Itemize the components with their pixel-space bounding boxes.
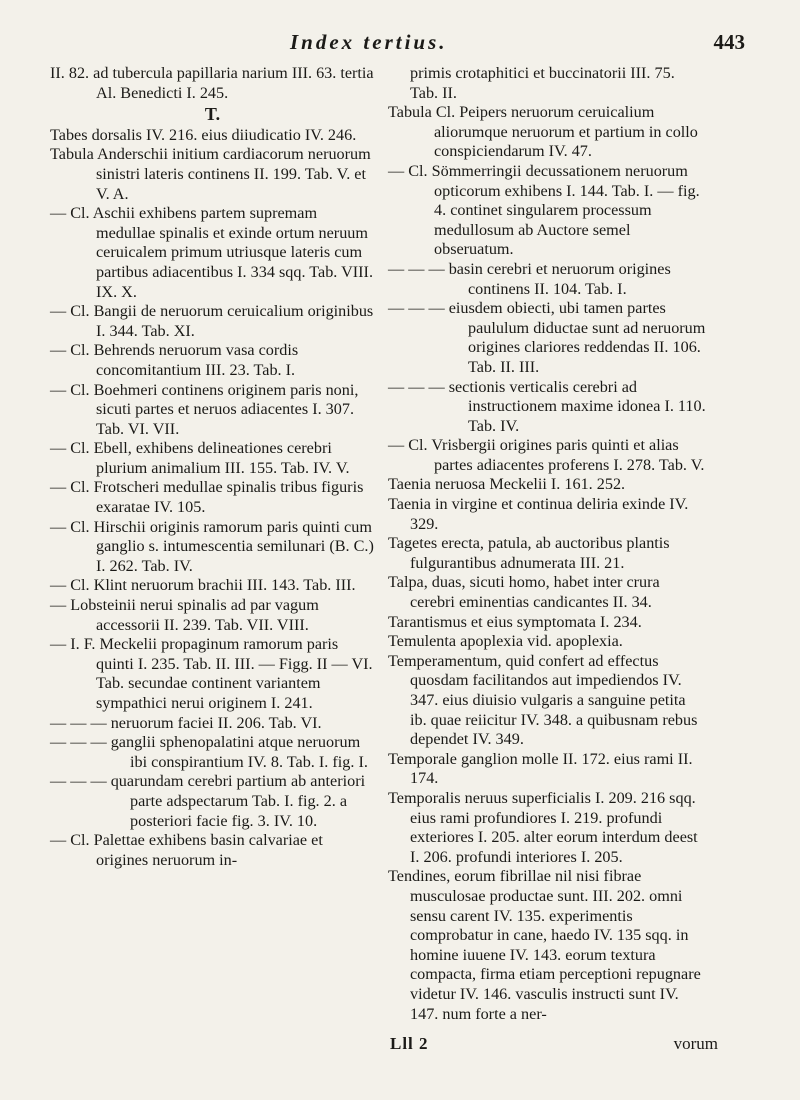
running-head [0, 28, 800, 58]
index-entry: Tabula Cl. Peipers neruorum ceruicalium aliorumque neruorum et partium in collo conspiciendarum IV. 47. [388, 103, 698, 161]
page-title: Index tertius. [290, 30, 448, 54]
section-letter: T. [204, 104, 221, 125]
index-entry: Tarantismus et eius symptomata I. 234. [388, 612, 642, 631]
index-entry: primis crotaphitici et buccinatorii III. 75. Tab. II. [410, 64, 675, 102]
index-entry: — Cl. Aschii exhibens partem supremam medullae spinalis et exinde ortum neruum ceruicalem primum utriusque lateris cum partibus adiacentibus I. 334 sqq. Tab. VIII. IX. X. [50, 204, 373, 301]
index-entry: — — — quarundam cerebri partium ab anteriori parte adspectarum Tab. I. fig. 2. a posteriori facie fig. 3. IV. 10. [50, 772, 366, 830]
index-entry: Tabula Anderschii initium cardiacorum neruorum sinistri lateris continens II. 199. Tab. V. et V. A. [50, 145, 371, 203]
index-entry: Taenia neruosa Meckelii I. 161. 252. [388, 475, 626, 494]
index-entry: Temulenta apoplexia vid. apoplexia. [388, 632, 623, 651]
index-entry: — — — sectionis verticalis cerebri ad instructionem maxime idonea I. 110. Tab. IV. [388, 377, 706, 435]
index-entry: — — — neruorum faciei II. 206. Tab. VI. [50, 713, 322, 732]
catchword: vorum [673, 1034, 718, 1053]
index-entry: — Cl. Sömmerringii decussationem neruorum opticorum exhibens I. 144. Tab. I. — fig. 4. continet singularem processum medullosum ab Auctore semel obseruatum. [388, 161, 700, 259]
index-entry: Tagetes erecta, patula, ab auctoribus plantis fulgurantibus adnumerata III. 21. [388, 534, 670, 572]
index-entry: — Cl. Boehmeri continens originem paris noni, sicuti partes et neruos adiacentes I. 307. Tab. VI. VII. [50, 380, 359, 438]
index-entry: — Cl. Ebell, exhibens delineationes cerebri plurium animalium III. 155. Tab. IV. V. [50, 439, 350, 477]
index-entry: — Cl. Hirschii originis ramorum paris quinti cum ganglio s. intumescentia semilunari (B. C.) I. 262. Tab. IV. [50, 517, 374, 575]
index-entry: II. 82. ad tubercula papillaria narium III. 63. tertia Al. Benedicti I. 245. [50, 64, 374, 102]
index-entry: Temperamentum, quid confert ad effectus quosdam facilitandos aut impediendos IV. 347. eius diuisio vulgaris a sanguine petita ib. quae reiicitur IV. 348. a quibusnam rebus dependet IV. 349. [388, 651, 698, 749]
index-entry: — — — basin cerebri et neruorum origines continens II. 104. Tab. I. [388, 259, 671, 298]
index-entry: Temporale ganglion molle II. 172. eius rami II. 174. [388, 749, 693, 788]
index-entry: — Cl. Behrends neruorum vasa cordis concomitantium III. 23. Tab. I. [50, 341, 299, 379]
index-entry: — Cl. Frotscheri medullae spinalis tribus figuris exaratae IV. 105. [50, 478, 364, 517]
index-entry: Taenia in virgine et continua deliria exinde IV. 329. [388, 495, 689, 533]
index-entry: — I. F. Meckelii propaginum ramorum paris quinti I. 235. Tab. II. III. — Figg. II — VI. Tab. secundae continent variantem sympathici nerui originem I. 241. [50, 635, 373, 712]
index-entry: Tendines, eorum fibrillae nil nisi fibrae musculosae productae sunt. III. 202. omni sensu carent IV. 135. experimentis comprobatur in cane, haedo IV. 135 sqq. in homine iuuene IV. 143. eorum textura compacta, firma etiam perceptioni repugnare videtur IV. 146. vasculis instructi sunt IV. 147. num forte a ner- [388, 867, 701, 1023]
index-entry: — — — ganglii sphenopalatini atque neruorum ibi conspirantium IV. 8. Tab. I. fig. I. [50, 733, 368, 771]
index-entry: — Lobsteinii nerui spinalis ad par vagum accessorii II. 239. Tab. VII. VIII. [50, 596, 319, 634]
signature-mark: Lll 2 [390, 1034, 429, 1053]
index-entry: — Cl. Klint neruorum brachii III. 143. Tab. III. [50, 576, 356, 595]
index-entry: — Cl. Vrisbergii origines paris quinti et alias partes adiacentes proferens I. 278. Tab. V. [388, 436, 705, 474]
index-entry: Talpa, duas, sicuti homo, habet inter crura cerebri eminentias candicantes II. 34. [388, 573, 660, 612]
right-column [388, 64, 706, 1024]
index-entry: — Cl. Palettae exhibens basin calvariae et origines neruorum in- [50, 831, 323, 869]
index-entry: Tabes dorsalis IV. 216. eius diiudicatio IV. 246. [50, 125, 357, 144]
page-number: 443 [713, 30, 745, 54]
index-entry: — Cl. Bangii de neruorum ceruicalium originibus I. 344. Tab. XI. [50, 302, 374, 340]
index-entry: Temporalis neruus superficialis I. 209. 216 sqq. eius rami profundiores I. 219. profundi exteriores I. 205. alter eorum interdum deest I. 206. profundi interiores I. 205. [388, 788, 698, 866]
index-entry: — — — eiusdem obiecti, ubi tamen partes paululum diductae sunt ad neruorum origines clariores reddendas II. 106. Tab. II. III. [388, 299, 706, 376]
left-column [50, 64, 375, 870]
